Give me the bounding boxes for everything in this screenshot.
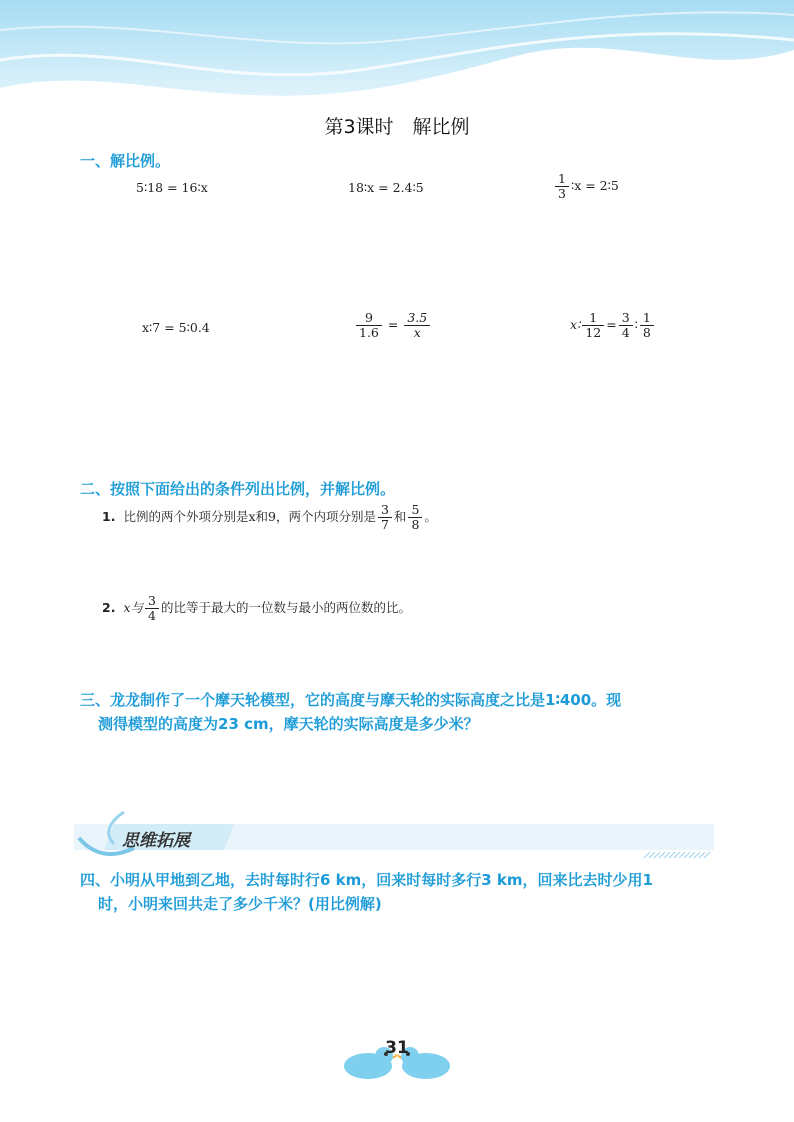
equation-3: $\frac{1}{3}$ ∶x = 2∶5 [553, 172, 619, 201]
section2-heading: 二、按照下面给出的条件列出比例，并解比例。 [80, 480, 396, 498]
question-2-1: 1. 比例的两个外项分别是x和9，两个内项分别是 $\frac{3}{7}$ 和 $\frac{5}{8}$ 。 [102, 502, 437, 532]
page-number: 31 [385, 1038, 409, 1058]
section4-question: 四、小明从甲地到乙地，去时每时行6 km，回来时每时多行3 km，回来比去时少用1 时，小明来回共走了多少千米？(用比例解) [80, 871, 653, 913]
header-wave-decoration [0, 0, 794, 110]
section3-question: 三、龙龙制作了一个摩天轮模型，它的高度与摩天轮的实际高度之比是1∶400。现 测得模型的高度为23 cm，摩天轮的实际高度是多少米？ [80, 691, 622, 733]
section1-heading: 一、解比例。 [80, 152, 171, 170]
banner-label: 思维拓展 [122, 831, 190, 851]
question-2-2: 2. x与 $\frac{3}{4}$ 的比等于最大的一位数与最小的两位数的比。 [102, 593, 411, 623]
page-title: 第3课时 解比例 [324, 116, 470, 138]
equation-5: $\frac{9}{1.6}$ = $\frac{3.5}{x}$ [354, 311, 432, 340]
equation-2: 18∶x = 2.4∶5 [348, 180, 424, 195]
equation-6: x∶ $\frac{1}{12}$ = $\frac{3}{4}$ ∶ $\frac{1}{8}$ [570, 311, 656, 340]
equation-4: x∶7 = 5∶0.4 [142, 320, 210, 335]
equation-1: 5∶18 = 16∶x [136, 180, 208, 195]
